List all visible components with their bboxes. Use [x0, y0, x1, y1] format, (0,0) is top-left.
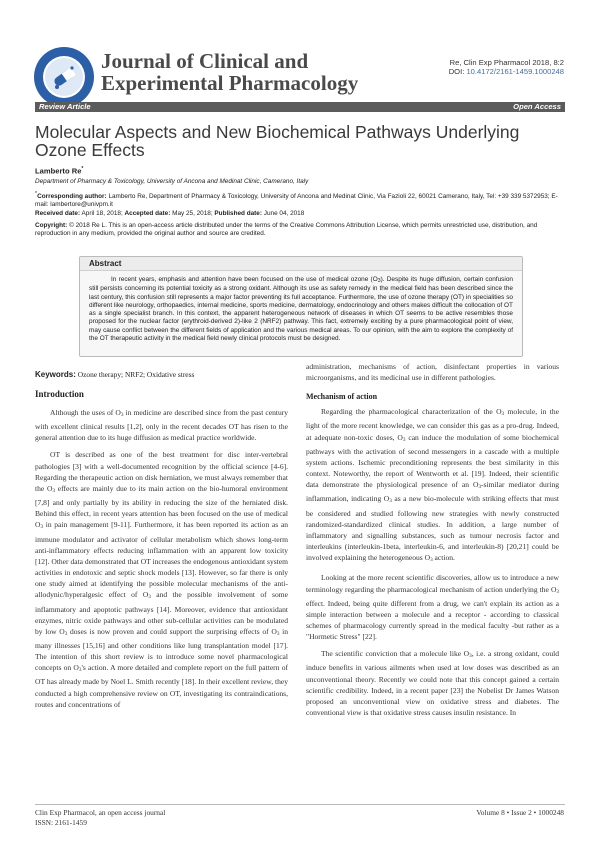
accepted-date: May 25, 2018; — [170, 210, 215, 217]
footer-issn: ISSN: 2161-1459 — [35, 818, 87, 827]
corr-mark: * — [35, 191, 38, 197]
published-label: Published date: — [214, 210, 262, 217]
left-column — [35, 385, 288, 716]
abstract-box — [79, 256, 523, 357]
copyright-label: Copyright: — [35, 222, 68, 229]
copyright-text: © 2018 Re L. This is an open-access article distributed under the terms of the Creative Commons Attribution License, which permits unrestricted use, distribution, and reproduction in any medium, provided the original author and source are credited. — [35, 222, 538, 238]
intro-paragraph-2: OT is described as one of the best treatment for disc inter-vertebral pathologies [3] with a well-documented recognition by the official science [4-6]. Regarding the therapeutic action on disk herniation, we must always remember that the $O_3$ effects are mainly due to its main action on the bio-humoral environment [7,8] and only partially by its ability in reducing the size of the herniated disk. Behind this effect, in recent years attention has been focused on the use of medical $O_3$ in pain management [9-11]. Furthermore, it has been reported its action as an immune modulator and activator of cellular metabolism which shows long-term anti-inflammatory effects reducing inflammation with an apparent low toxicity [12]. Other data demonstrated that OT increases the endogenous antioxidant system activities in endotoxic and septic shock models [13]. However, so far there is only one study aimed at identifying the possible molecular mechanisms of the anti-allodynic/hyperalgesic effect of $O_3$ and the possible involvement of some inflammatory and apoptotic pathways [14]. Moreover, evidence that antioxidant enzymes, nitric oxide pathways and other sub-cellular activities can be modulated by low $O_3$ doses is now proven and could support the surprising effects of $O_3$ in many illnesses [15,16] and other conditions like lung transplantation model [17]. The intention of this short review is to introduce some novel pharmacological concepts on $O_3's$ action. A more detailed and complete report on the full pattern of OT has already made by Noel L. Smith recently [18]. In their excellent review, they conducted a high comprehensive review on OT, investigating its contraindications, routes and concentrations of — [35, 450, 288, 709]
doi-link[interactable]: 10.4172/2161-1459.1000248 — [466, 67, 564, 76]
accepted-label: Accepted date: — [124, 210, 171, 217]
published-date: June 04, 2018 — [262, 210, 305, 217]
journal-logo — [33, 46, 95, 108]
affiliation: Department of Pharmacy & Toxicology, University of Ancona and Medinat Clinic, Camerano, Italy — [35, 178, 309, 185]
author — [35, 166, 83, 176]
article-type: Review Article — [39, 102, 91, 111]
corr-text: Lamberto Re, Department of Pharmacy & Toxicology, University of Ancona and Medinat Clinic, Via Fazioli 22, 60021 Camerano, Italy, Tel: +39 339 5372953; E-mail: lambertore@univpm.it — [35, 193, 558, 209]
continued-paragraph: administration, mechanisms of action, disinfectant properties in various microorganisms, and its medicinal use in different pathologies. — [306, 362, 559, 383]
keywords — [35, 370, 194, 379]
citation-block — [449, 58, 564, 76]
corr-label: Corresponding author: — [37, 193, 107, 201]
doi-line — [449, 67, 564, 76]
journal-title: Journal of Clinical and Experimental Pharmacology — [101, 49, 359, 95]
footer-left — [35, 808, 165, 828]
abstract-text: In recent years, emphasis and attention have been focused on the use of medical ozone $(O_3)$. Despite its huge diffusion, certain confusion still persists concerning its potential toxicity as a strong oxidant. Although its use as safety remedy in the medical field has been described since the last century, this confusion still represents a major factor preventing its full acceptance. Furthermore, the use of ozone therapy (OT) in specialities so different like neurology, orthopaedics, internal medicine, sports medicine, dermatology, endocrinology and others makes difficult the collocation of OT as a single specialist branch. In this context, the apparent heterogeneous network of diseases in which OT seems to be active resembles those proposed for the nuclear factor (erythroid-derived 2)-like 2 (NRF2) pathway. This fact, extremely exciting by a pure pharmacological point of view, may cause conflict between the different fields of application and the various medical areas. To our opinion, with the aim to explore the complexity of the OT therapeutic activity in the medical field newly clinical protocols must be designed. — [89, 276, 513, 343]
intro-heading: Introduction — [35, 389, 84, 399]
received-label: Received date: — [35, 210, 81, 217]
footer-volume: Volume 8 • Issue 2 • 1000248 — [476, 808, 564, 817]
corresponding-author — [35, 190, 565, 210]
article-type-band — [35, 102, 565, 112]
keywords-label: Keywords: — [35, 370, 76, 379]
mechanism-paragraph-1: Regarding the pharmacological characterization of the $O_3$ molecule, in the light of the more recent knowledge, we can consider this gas as a pro-drug. Indeed, at adequate non-toxic doses, $O_3$ can induce the modulation of some biochemical pathways with the activation of second messengers in a cascade with a multiple system actions. Ischemic preconditioning represents the best similarity in this context. Noteworthy, the report of Wentworth et al. [19]. Indeed, their scientific data demonstrate the physiological presence of an $O_3$-similar mediator during inflammation, indicating $O_3$ as a new bio-molecule with striking effects that must be considered and studied following new strategies with newly constructed randomized-standardized clinical studies. In addition, a large number of inflammatory and signalling substances, such as tumour necrosis factor and interleukins (interleukin-1beta, interleukin-6, and interleukin-8) [20,21] could be involved explaining the heterogeneous $O_3$ action. — [306, 407, 559, 564]
received-date: April 18, 2018; — [80, 210, 125, 217]
author-mark: * — [81, 166, 84, 172]
mechanism-paragraph-3: The scientific conviction that a molecule like $O_3$, i.e. a strong oxidant, could induce benefits in various ailments when used at low doses was described as an unconventional theory. Recently we could note that this concept gained a certain scientific credibility. Indeed, in a recent paper [23] the Nobelist Dr James Watson proposed an unconventional view on oxidative stress and diabetes. The conventional view is that oxidative stress causes insulin resistance. In — [306, 649, 559, 718]
article-title: Molecular Aspects and New Biochemical Pathways Underlying Ozone Effects — [35, 122, 520, 160]
keywords-text: Ozone therapy; NRF2; Oxidative stress — [75, 370, 195, 379]
right-column — [306, 361, 559, 724]
mechanism-heading: Mechanism of action — [306, 392, 378, 402]
doi-prefix: DOI: — [448, 67, 467, 76]
copyright — [35, 222, 565, 239]
access-type: Open Access — [513, 102, 561, 111]
citation: Re, Clin Exp Pharmacol 2018, 8:2 — [449, 58, 564, 67]
intro-paragraph-1: Although the uses of $O_3$ in medicine are described since from the past century with excellent clinical results [1,2], only in the recent decades OT has risen to the general attention due to its huge diffusion as medical practice worldwide. — [35, 408, 289, 443]
mechanism-paragraph-2: Looking at the more recent scientific discoveries, allow us to introduce a new terminology regarding the pharmacological mechanism of action underlying the $O_3$ effect. Indeed, being quite different from a drug, we can't explain its action as a simple interaction between a molecule and a receptor - according to classical schemes of pharmacology currently spread in the medical faculty -but rather as a "Hormetic Stress" [22]. — [306, 573, 559, 642]
footer-journal: Clin Exp Pharmacol, an open access journal — [35, 808, 166, 817]
author-name: Lamberto Re — [35, 166, 82, 176]
footer-rule — [35, 804, 565, 805]
abstract-heading: Abstract — [80, 257, 522, 271]
dates — [35, 210, 565, 218]
